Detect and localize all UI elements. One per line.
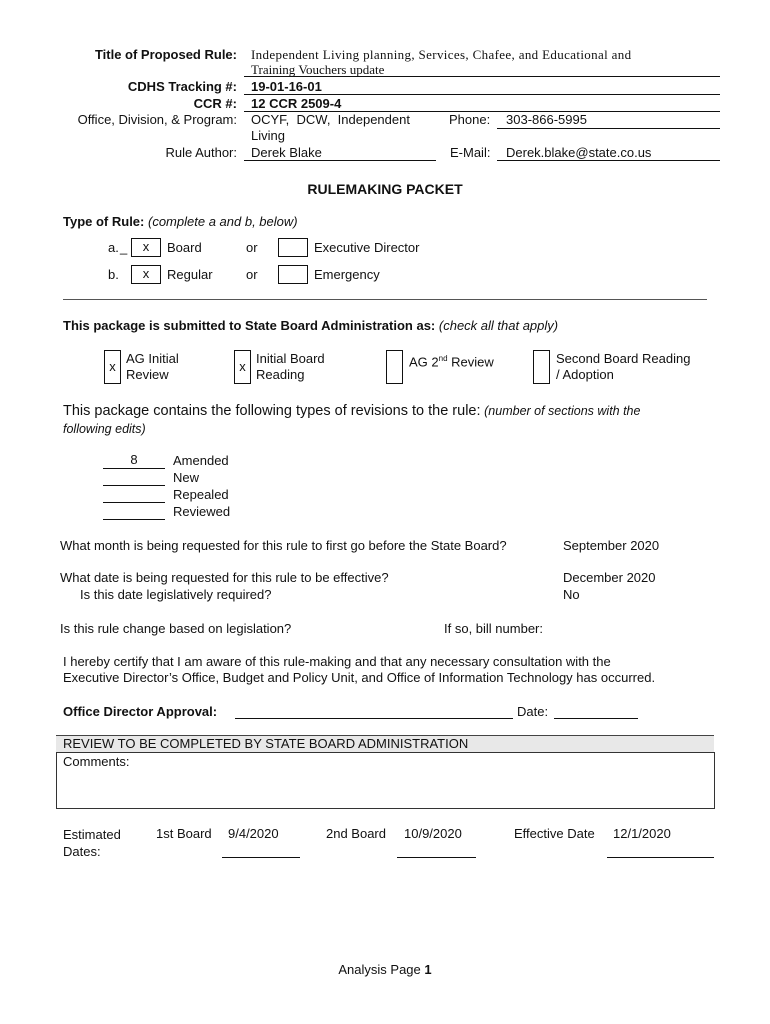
board-option-label: Board — [167, 240, 202, 255]
regular-option-label: Regular — [167, 267, 213, 282]
reviewed-label: Reviewed — [173, 504, 231, 519]
effective-date-label: Effective Date — [514, 826, 595, 841]
second-board-reading-label: Second Board Reading / Adoption — [556, 351, 691, 382]
office-value-line1: OCYF, DCW, Independent — [251, 112, 410, 127]
ag-initial-review-checkbox[interactable]: x — [104, 350, 121, 384]
initial-board-reading-checkbox[interactable]: x — [234, 350, 251, 384]
comments-label: Comments: — [63, 754, 130, 769]
effective-date-answer[interactable]: December 2020 — [563, 570, 656, 585]
phone-value: 303-866-5995 — [506, 112, 587, 127]
email-label: E-Mail: — [450, 145, 491, 160]
second-board-reading-checkbox[interactable] — [533, 350, 550, 384]
title-value-line1: Independent Living planning, Services, Chafee, and Educational and — [251, 47, 632, 62]
submission-heading — [63, 318, 558, 333]
author-value: Derek Blake — [251, 145, 322, 160]
ag-initial-review-label: AG Initial Review — [126, 351, 179, 382]
row-b-or: or — [246, 267, 258, 282]
repealed-label: Repealed — [173, 487, 229, 502]
approval-date-field[interactable] — [554, 703, 638, 719]
comments-box[interactable] — [56, 752, 715, 809]
row-a-letter: a. — [108, 240, 119, 255]
author-label: Rule Author: — [165, 145, 237, 160]
new-count[interactable] — [103, 469, 165, 486]
ccr-value: 12 CCR 2509-4 — [251, 96, 342, 111]
estimated-dates-label: Estimated Dates: — [63, 827, 121, 859]
legislative-answer[interactable]: No — [563, 587, 580, 602]
certification-text: I hereby certify that I am aware of this rule-making and that any necessary consultation with the Executive Director’s Office, Budget and Policy Unit, and Office of Information Technology has occurred. — [63, 654, 656, 685]
ccr-label: CCR #: — [193, 96, 237, 111]
ag-2nd-review-checkbox[interactable] — [386, 350, 403, 384]
review-header: REVIEW TO BE COMPLETED BY STATE BOARD ADMINISTRATION — [63, 736, 469, 751]
reviewed-count[interactable] — [103, 503, 165, 520]
executive-director-checkbox[interactable] — [278, 238, 308, 257]
page-footer: Analysis Page 1 — [338, 962, 432, 977]
phone-label: Phone: — [449, 112, 491, 127]
row-b-letter: b. — [108, 267, 119, 282]
row-a-or: or — [246, 240, 258, 255]
bill-number-label: If so, bill number: — [444, 621, 543, 636]
legislation-question: Is this rule change based on legislation? — [60, 621, 292, 636]
effective-date-question: What date is being requested for this rule to be effective? — [60, 570, 389, 585]
second-board-label: 2nd Board — [326, 826, 386, 841]
type-of-rule-label: Type of Rule: — [63, 214, 145, 229]
approval-date-label: Date: — [517, 704, 549, 719]
type-of-rule-note: (complete a and b, below) — [148, 214, 298, 229]
regular-checkbox[interactable]: x — [131, 265, 161, 284]
packet-title: RULEMAKING PACKET — [307, 181, 463, 197]
approval-signature-field[interactable] — [235, 703, 513, 719]
ag-2nd-review-label: AG 2nd Review — [409, 354, 494, 370]
title-label: Title of Proposed Rule: — [94, 47, 237, 62]
office-label: Office, Division, & Program: — [77, 112, 237, 127]
amended-label: Amended — [173, 453, 229, 468]
second-board-date[interactable]: 10/9/2020 — [404, 826, 462, 841]
month-answer[interactable]: September 2020 — [563, 538, 660, 553]
office-value-line2: Living — [251, 128, 285, 143]
first-board-date[interactable]: 9/4/2020 — [228, 826, 279, 841]
submission-note: (check all that apply) — [438, 318, 559, 333]
approval-label: Office Director Approval: — [63, 704, 218, 719]
executive-director-label: Executive Director — [314, 240, 420, 255]
amended-count[interactable]: 8 — [103, 452, 165, 469]
initial-board-reading-label: Initial Board Reading — [256, 351, 325, 382]
emergency-label: Emergency — [314, 267, 380, 282]
email-value: Derek.blake@state.co.us — [506, 145, 652, 160]
repealed-count[interactable] — [103, 486, 165, 503]
emergency-checkbox[interactable] — [278, 265, 308, 284]
tracking-label: CDHS Tracking #: — [127, 79, 237, 94]
effective-date-value[interactable]: 12/1/2020 — [613, 826, 671, 841]
first-board-label: 1st Board — [156, 826, 212, 841]
board-checkbox[interactable]: x — [131, 238, 161, 257]
tracking-value: 19-01-16-01 — [251, 79, 322, 94]
title-value-line2: Training Vouchers update — [251, 62, 385, 77]
section-divider — [63, 299, 707, 300]
type-of-rule-heading — [63, 214, 298, 229]
new-label: New — [173, 470, 200, 485]
month-question: What month is being requested for this rule to first go before the State Board? — [60, 538, 507, 553]
submission-label: This package is submitted to State Board Administration as: — [63, 318, 436, 333]
legislative-question: Is this date legislatively required? — [80, 587, 272, 602]
revisions-intro: This package contains the following types of revisions to the rule: (number of sections with the following edits) — [63, 403, 641, 436]
